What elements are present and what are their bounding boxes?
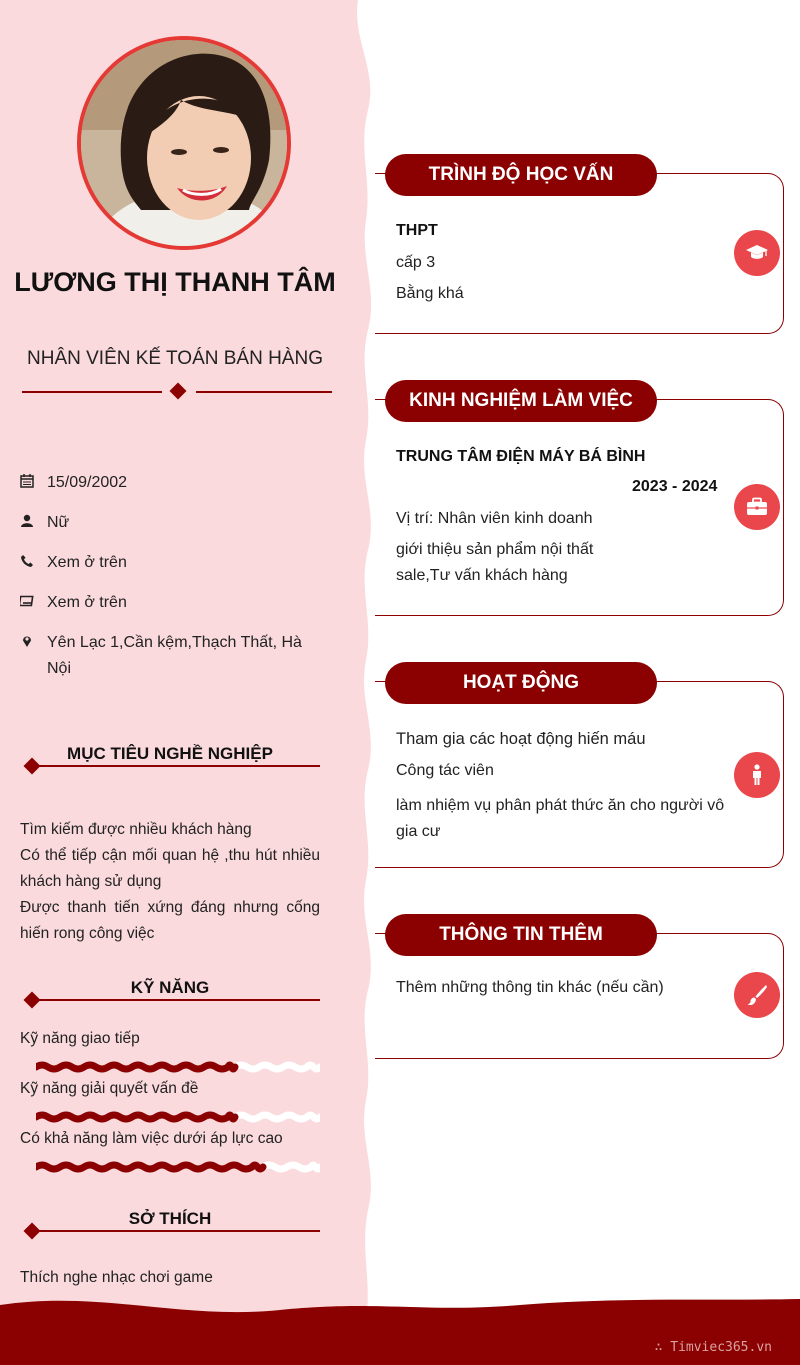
avatar	[77, 36, 291, 250]
phone-icon	[20, 554, 34, 568]
objective-text	[20, 817, 320, 947]
skill-bar	[36, 1160, 320, 1174]
address-value: Yên Lạc 1,Cần kệm,Thạch Thất, Hà Nội	[47, 634, 302, 677]
education-card	[375, 173, 784, 334]
profile-photo	[81, 40, 287, 246]
education-grade: Bằng khá	[396, 285, 464, 302]
phone-value: Xem ở trên	[47, 554, 127, 571]
extra-text: Thêm những thông tin khác (nếu cần)	[396, 979, 664, 996]
title-divider	[22, 382, 332, 402]
education-title: TRÌNH ĐỘ HỌC VẤN	[428, 164, 614, 185]
education-level: cấp 3	[396, 254, 436, 271]
objective-heading	[20, 744, 320, 778]
extra-title: THÔNG TIN THÊM	[439, 924, 603, 945]
gender-value: Nữ	[47, 514, 70, 531]
email-value: Xem ở trên	[47, 594, 127, 611]
extra-icon-badge	[734, 972, 780, 1018]
person-icon	[745, 763, 769, 787]
graduation-cap-icon	[745, 241, 769, 265]
skill-name: Kỹ năng giải quyết vấn đề	[20, 1080, 199, 1097]
candidate-name: LƯƠNG THỊ THANH TÂM	[14, 267, 336, 297]
activities-heading	[385, 662, 657, 704]
skills-title: KỸ NĂNG	[130, 978, 210, 997]
sidebar	[0, 0, 380, 1365]
experience-heading	[385, 380, 657, 422]
candidate-job-title: NHÂN VIÊN KẾ TOÁN BÁN HÀNG	[27, 348, 323, 369]
activities-title: HOẠT ĐỘNG	[462, 672, 580, 693]
skill-bar-track	[235, 1115, 320, 1119]
birthday-value: 15/09/2002	[47, 474, 128, 491]
education-heading	[385, 154, 657, 196]
experience-company: TRUNG TÂM ĐIỆN MÁY BÁ BÌNH	[396, 448, 646, 465]
objective-line: Tìm kiếm được nhiều khách hàng	[20, 821, 252, 838]
skill-name: Có khả năng làm việc dưới áp lực cao	[20, 1130, 283, 1147]
skill-bar-track	[263, 1165, 320, 1169]
experience-description: sale,Tư vấn khách hàng	[396, 567, 568, 584]
education-school: THPT	[396, 222, 438, 239]
experience-icon-badge	[734, 484, 780, 530]
hobbies-title: SỞ THÍCH	[128, 1209, 212, 1228]
hobbies-heading	[20, 1209, 320, 1243]
calendar-icon	[20, 474, 34, 488]
skill-bar-fill	[36, 1065, 235, 1069]
education-icon-badge	[734, 230, 780, 276]
skill-bar	[36, 1110, 320, 1124]
activity-line: Tham gia các hoạt động hiến máu	[396, 730, 646, 748]
extra-heading	[385, 914, 657, 956]
skill-name: Kỹ năng giao tiếp	[20, 1030, 140, 1047]
objective-line: Có thể tiếp cận mối quan hệ ,thu hút nhiều khách hàng sử dụng	[20, 847, 320, 890]
paintbrush-icon	[745, 983, 769, 1007]
hobby-text: Thích nghe nhạc chơi game	[20, 1269, 213, 1286]
skill-bar	[36, 1060, 320, 1074]
experience-period: 2023 - 2024	[632, 478, 718, 495]
objective-line: Được thanh tiến xứng đáng nhưng cống hiến rong công việc	[20, 899, 320, 942]
experience-title: KINH NGHIỆM LÀM VIỆC	[409, 390, 633, 411]
activity-line: Công tác viên	[396, 762, 494, 779]
experience-position: Vị trí: Nhân viên kinh doanh	[396, 510, 593, 527]
activity-line: làm nhiệm vụ phân phát thức ăn cho người vô gia cư	[396, 797, 725, 840]
envelope-icon	[20, 594, 34, 608]
experience-description: giới thiệu sản phẩm nội thất	[396, 541, 594, 558]
user-icon	[20, 514, 34, 528]
brand-watermark: ∴ Timviec365.vn	[654, 1340, 772, 1355]
skill-bar-fill	[36, 1165, 263, 1169]
skill-bar-fill	[36, 1115, 235, 1119]
objective-title: MỤC TIÊU NGHỀ NGHIỆP	[67, 744, 273, 763]
briefcase-icon	[745, 495, 769, 519]
skill-bar-track	[235, 1065, 320, 1069]
skills-heading	[20, 978, 320, 1012]
activities-icon-badge	[734, 752, 780, 798]
map-pin-icon	[20, 634, 34, 648]
